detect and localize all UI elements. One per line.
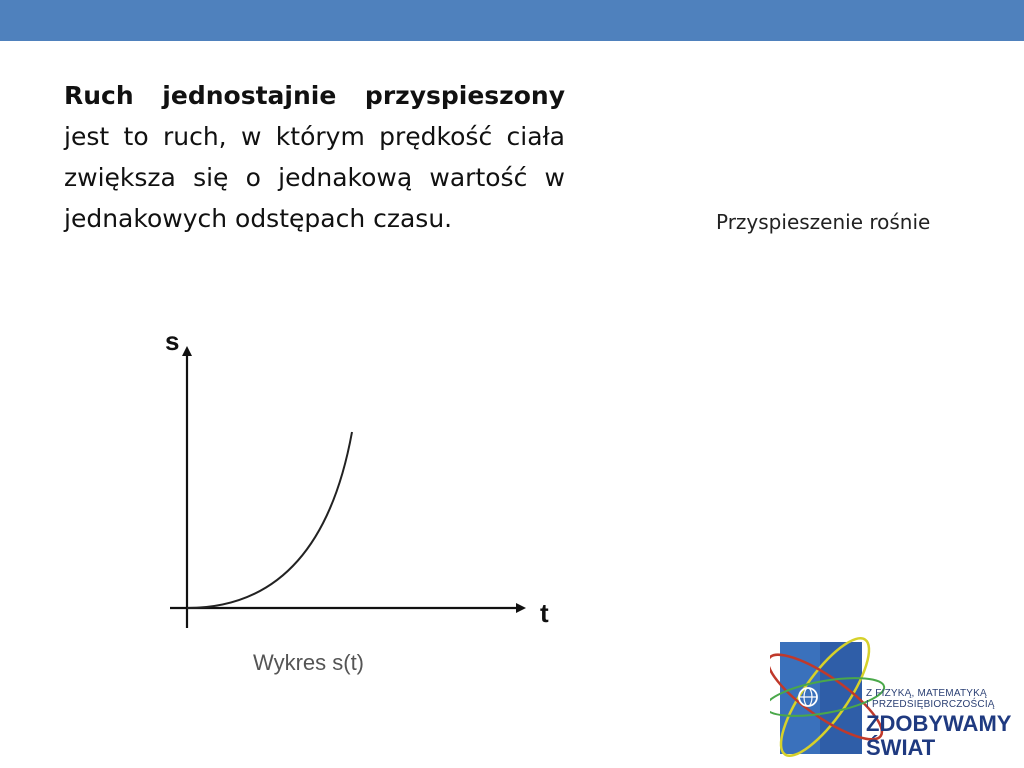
logo-blue-shade <box>780 642 820 754</box>
s-t-curve <box>187 432 352 608</box>
logo-word-1: ZDOBYWAMY <box>866 711 1012 736</box>
x-axis-label: t <box>540 598 549 628</box>
definition-paragraph <box>64 75 565 239</box>
s-t-graph <box>160 320 560 690</box>
graph-caption: Wykres s(t) <box>253 650 365 675</box>
logo-tagline <box>866 688 1024 710</box>
top-banner <box>0 0 1024 41</box>
logo-word-2: ŚWIAT <box>866 735 936 760</box>
logo-tagline-line-1: Z FIZYKĄ, MATEMATYKĄ <box>866 688 987 699</box>
definition-term: Ruch jednostajnie przyspieszony <box>64 81 565 110</box>
definition-body: jest to ruch, w którym prędkość ciała zwiększa się o jednakową wartość w jednakowych odstępach czasu. <box>64 122 565 233</box>
side-note: Przyspieszenie rośnie <box>716 210 931 234</box>
logo-tagline-line-2: I PRZEDSIĘBIORCZOŚCIĄ <box>866 699 995 710</box>
y-axis-label: s <box>165 326 180 356</box>
